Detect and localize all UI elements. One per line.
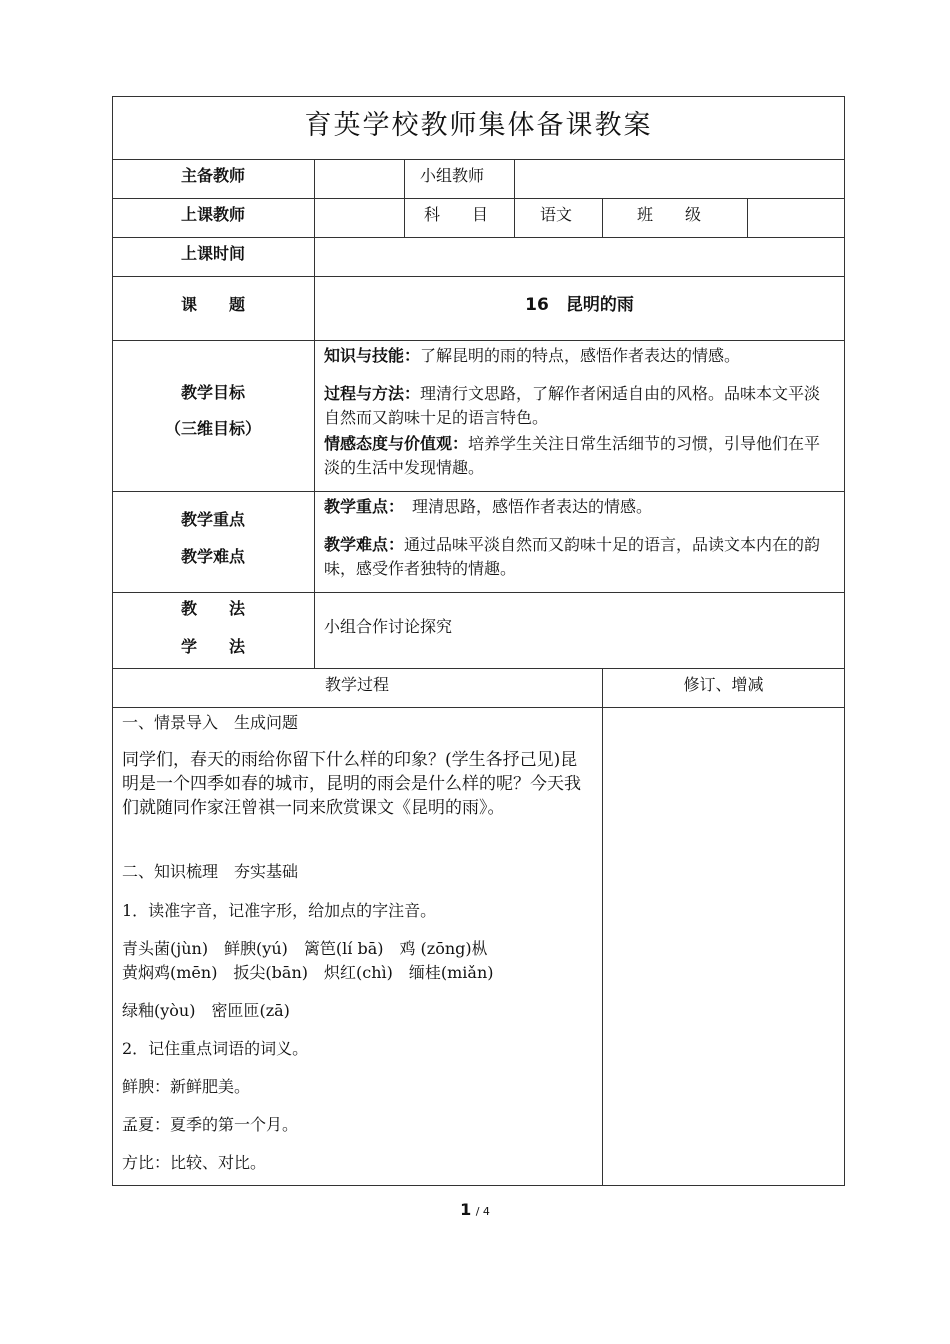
- learning-method-label: 学 法: [180, 637, 245, 656]
- goal-process-text: 理清行文思路，了解作者闲适自由的风格。品味本文平淡自然而又韵味十足的语言特色。: [324, 384, 821, 427]
- focus-row: [324, 495, 836, 519]
- class-label: 班 级: [637, 205, 702, 224]
- process-line: 一、情景导入 生成问题: [122, 713, 299, 732]
- goal-emotion-text: 培养学生关注日常生活细节的习惯，引导他们在平淡的生活中发现情趣。: [324, 434, 821, 477]
- page-current: 1: [460, 1200, 472, 1219]
- process-line: 2．记住重点词语的词义。: [122, 1039, 309, 1058]
- process-line: 方比：比较、对比。: [122, 1153, 267, 1172]
- subject-label: 科 目: [424, 205, 489, 224]
- lead-teacher-label: 主备教师: [180, 166, 245, 185]
- goal-process-label: 过程与方法：: [324, 384, 421, 403]
- focus-label: 教学重点: [180, 510, 245, 529]
- goal-knowledge-label: 知识与技能：: [324, 346, 421, 365]
- goal-emotion-label: 情感态度与价值观：: [324, 434, 469, 453]
- group-teacher-label: 小组教师: [420, 166, 485, 185]
- difficulty-label: 教学难点: [180, 547, 245, 566]
- method-value: 小组合作讨论探究: [324, 617, 453, 636]
- topic-label: 课 题: [180, 295, 245, 314]
- goal-knowledge: [324, 344, 836, 368]
- focus-key-text: 理清思路，感悟作者表达的情感。: [396, 497, 653, 516]
- process-line: 黄焖鸡(mēn) 扳尖(bān) 炽红(chì) 缅桂(miǎn): [122, 963, 494, 982]
- process-header: 教学过程: [324, 675, 389, 694]
- page-number: [0, 1200, 950, 1222]
- class-time-label: 上课时间: [180, 244, 245, 263]
- class-teacher-label: 上课教师: [180, 205, 245, 224]
- process-line: 鲜腴：新鲜肥美。: [122, 1077, 251, 1096]
- focus-diff-label: 教学难点：: [324, 535, 405, 554]
- process-line: 绿釉(yòu) 密匝匝(zā): [122, 1001, 290, 1020]
- goal-process: [324, 382, 836, 430]
- process-line: 同学们，春天的雨给你留下什么样的印象？(学生各抒己见)昆明是一个四季如春的城市，昆明的雨会是什么样的呢？今天我们就随同作家汪曾祺一同来欣赏课文《昆明的雨》。: [122, 750, 581, 818]
- subject-value: 语文: [540, 205, 573, 224]
- goals-sublabel: （三维目标）: [164, 419, 261, 438]
- goal-knowledge-text: 了解昆明的雨的特点，感悟作者表达的情感。: [420, 346, 741, 365]
- focus-diff-text: 通过品味平淡自然而又韵味十足的语言，品读文本内在的韵味，感受作者独特的情趣。: [324, 535, 821, 578]
- difficulty-row: [324, 533, 836, 581]
- teaching-method-label: 教 法: [180, 599, 245, 618]
- focus-key-label: 教学重点：: [324, 497, 397, 516]
- topic-value: 16 昆明的雨: [525, 295, 634, 315]
- goals-label: 教学目标: [180, 383, 245, 402]
- process-line: 二、知识梳理 夯实基础: [122, 862, 299, 881]
- process-line: 孟夏：夏季的第一个月。: [122, 1115, 299, 1134]
- revise-header: 修订、增减: [683, 675, 764, 694]
- page-title: 育英学校教师集体备课教案: [304, 110, 653, 141]
- goal-emotion: [324, 432, 836, 480]
- process-line: 1．读准字音，记准字形，给加点的字注音。: [122, 901, 437, 920]
- process-line: 青头菌(jùn) 鲜腴(yú) 篱笆(lí bā) 鸡 (zōng)枞: [122, 939, 488, 958]
- page-total: / 4: [475, 1205, 490, 1218]
